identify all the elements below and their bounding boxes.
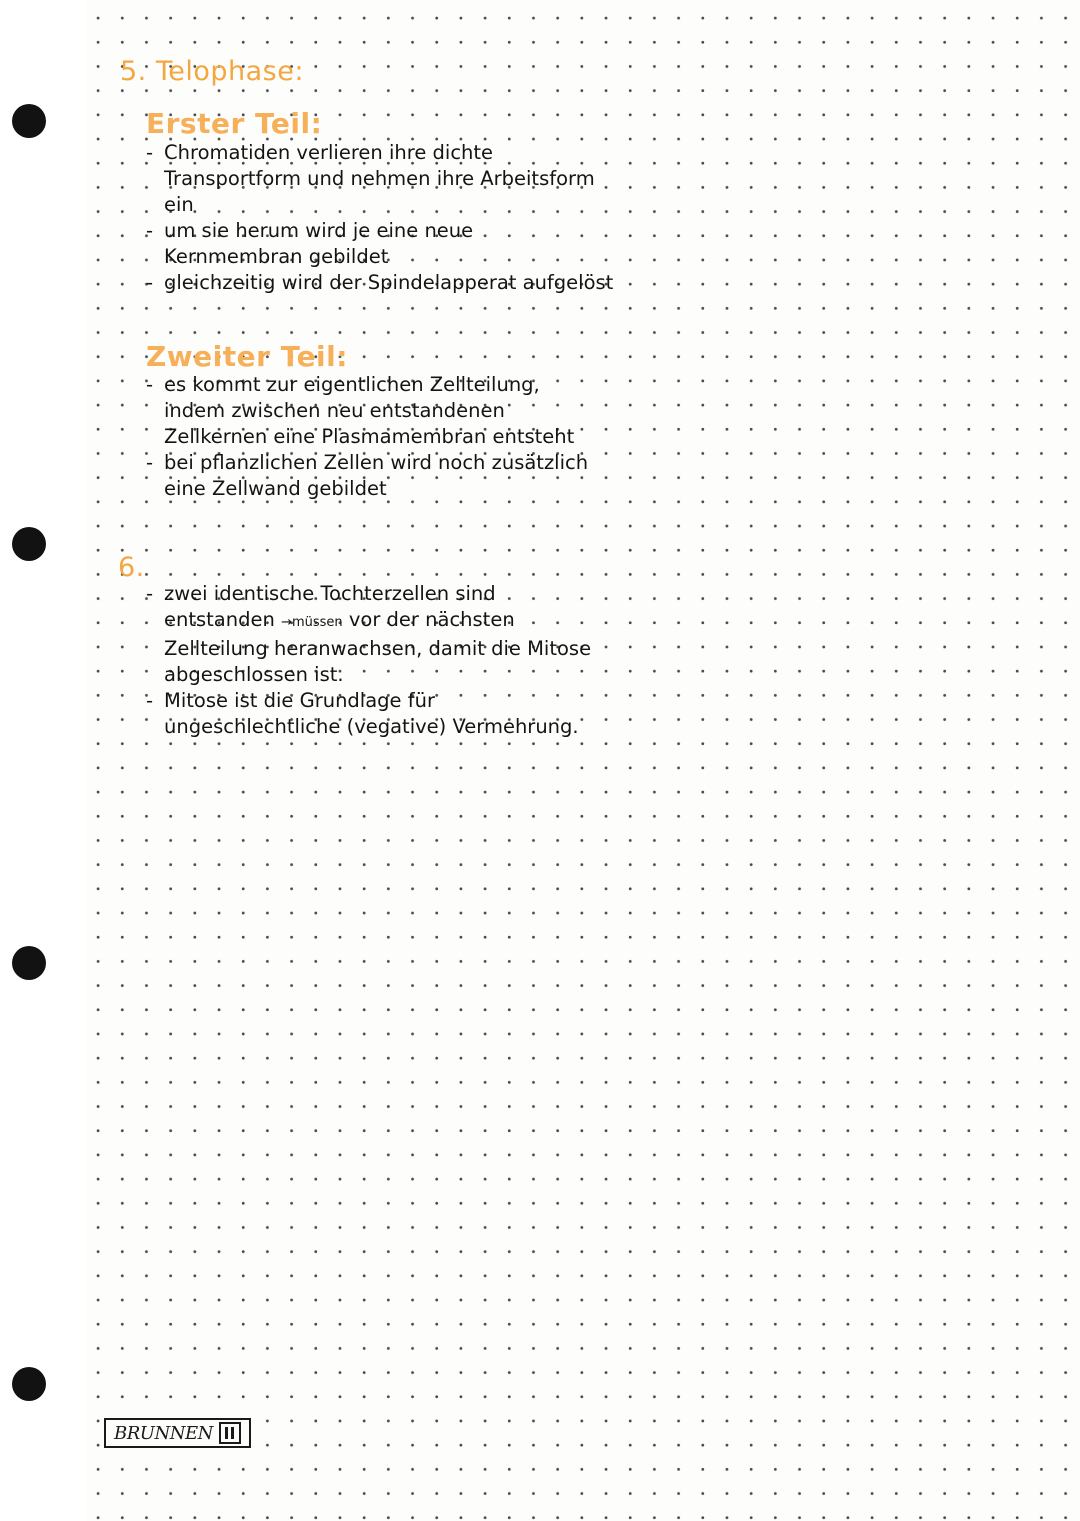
part-2-list (146, 372, 596, 502)
brand-name: BRUNNEN (114, 1422, 213, 1444)
brand-label (104, 1418, 251, 1448)
list-item: - bei pflanzlichen Zellen wird noch zusätzlich eine Zellwand gebildet (146, 450, 596, 502)
section-6-list (146, 581, 596, 740)
part-2-heading: Zweiter Teil: (146, 340, 348, 373)
list-item: - um sie herum wird je eine neue Kernmembran gebildet (146, 218, 616, 270)
page-margin (0, 0, 86, 1521)
part-1-heading: Erster Teil: (146, 107, 323, 140)
list-item (146, 581, 596, 688)
list-item: - gleichzeitig wird der Spindelapperat aufgelöst (146, 270, 616, 296)
list-item: - Mitose ist die Grundlage für ungeschlechtliche (vegative) Vermehrung. (146, 688, 596, 740)
list-item: - Chromatiden verlieren ihre dichte Transportform und nehmen ihre Arbeitsform ein (146, 140, 616, 218)
part-1-list (146, 140, 616, 296)
punch-hole (12, 527, 46, 561)
annotation-small: →müssen (281, 615, 343, 630)
section-5-heading: 5. Telophase: (120, 56, 304, 87)
item-text: zwei identische Tochterzellen sind entstanden (164, 582, 496, 631)
brand-logo-icon (219, 1422, 241, 1444)
section-6-heading: 6. (118, 552, 145, 583)
list-item: - es kommt zur eigentlichen Zellteilung, indem zwischen neu entstandenen Zellkernen eine Plasmamembran entsteht (146, 372, 596, 450)
punch-hole (12, 1367, 46, 1401)
punch-hole (12, 946, 46, 980)
item-text: vor der nächsten Zellteilung heranwachsen, damit die Mitose abgeschlossen ist. (164, 608, 592, 686)
punch-hole (12, 104, 46, 138)
